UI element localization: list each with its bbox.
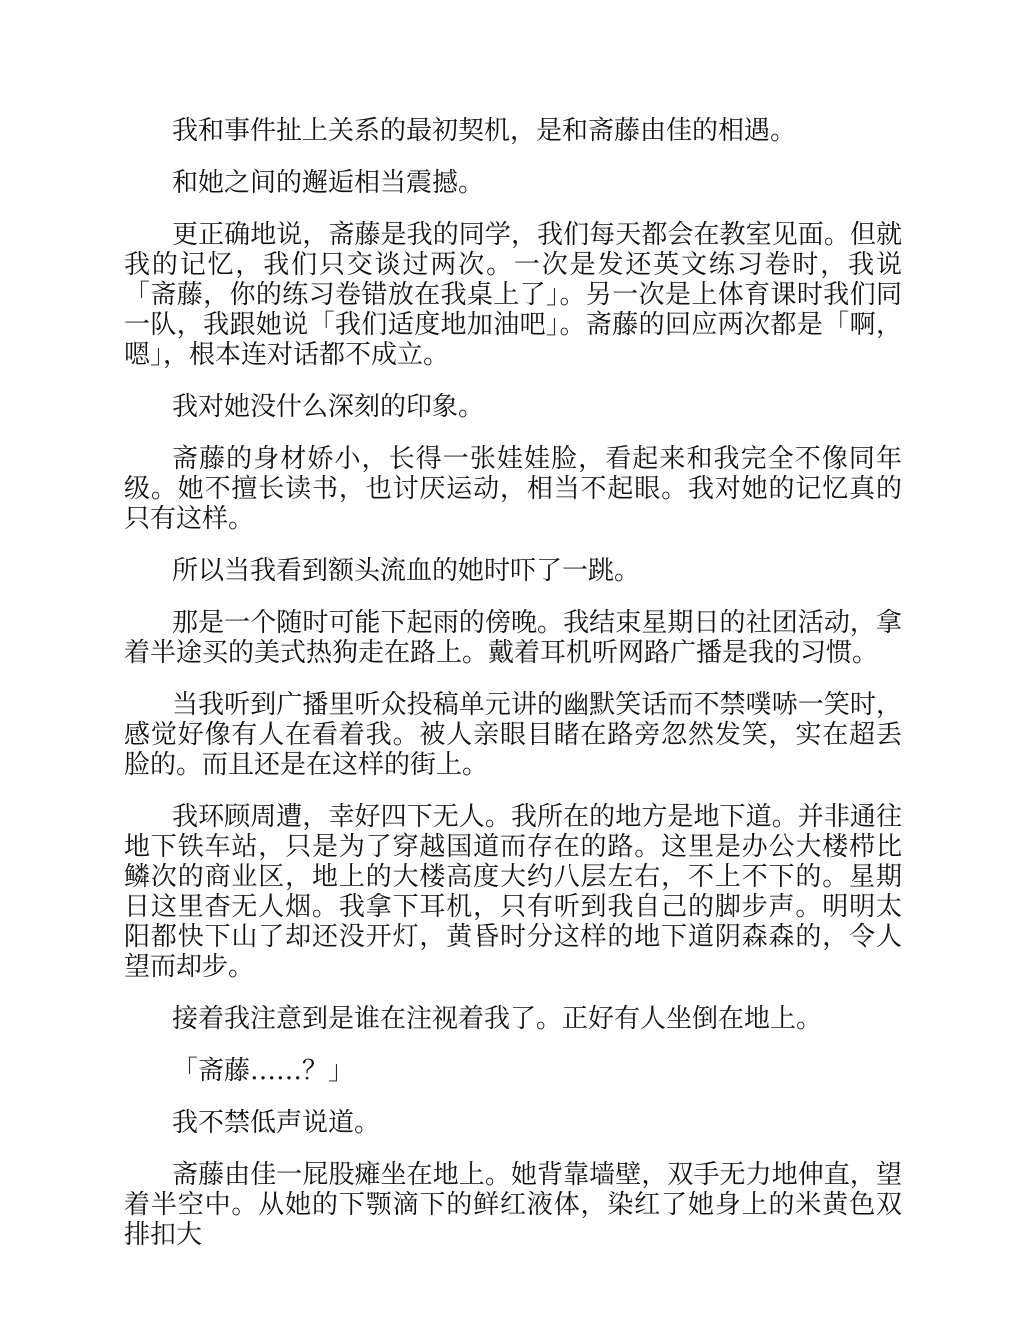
paragraph: 当我听到广播里听众投稿单元讲的幽默笑话而不禁噗哧一笑时，感觉好像有人在看着我。被人亲眼目睹在路旁忽然发笑，实在超丢脸的。而且还是在这样的街上。 [124,690,902,780]
paragraph: 我对她没什么深刻的印象。 [172,392,485,422]
paragraph: 我和事件扯上关系的最初契机，是和斋藤由佳的相遇。 [172,116,797,146]
paragraph: 所以当我看到额头流血的她时吓了一跳。 [172,556,641,586]
document-body [124,116,902,1272]
paragraph: 我不禁低声说道。 [172,1108,381,1138]
paragraph: 斋藤由佳一屁股瘫坐在地上。她背靠墙壁，双手无力地伸直，望着半空中。从她的下颚滴下的鲜红液体，染红了她身上的米黄色双排扣大 [124,1160,902,1250]
paragraph: 那是一个随时可能下起雨的傍晚。我结束星期日的社团活动，拿着半途买的美式热狗走在路上。戴着耳机听网路广播是我的习惯。 [124,608,902,668]
paragraph: 更正确地说，斋藤是我的同学，我们每天都会在教室见面。但就我的记忆，我们只交谈过两次。一次是发还英文练习卷时，我说「斋藤，你的练习卷错放在我桌上了」。另一次是上体育课时我们同一队，我跟她说「我们适度地加油吧」。斋藤的回应两次都是「啊，嗯」，根本连对话都不成立。 [124,220,902,370]
paragraph: 接着我注意到是谁在注视着我了。正好有人坐倒在地上。 [172,1004,823,1034]
paragraph: 斋藤的身材娇小，长得一张娃娃脸，看起来和我完全不像同年级。她不擅长读书，也讨厌运动，相当不起眼。我对她的记忆真的只有这样。 [124,444,902,534]
paragraph: 和她之间的邂逅相当震撼。 [172,168,485,198]
paragraph: 「斋藤……？」 [172,1056,355,1086]
paragraph: 我环顾周遭，幸好四下无人。我所在的地方是地下道。并非通往地下铁车站，只是为了穿越国道而存在的路。这里是办公大楼栉比鳞次的商业区，地上的大楼高度大约八层左右，不上不下的。星期日这里杳无人烟。我拿下耳机，只有听到我自己的脚步声。明明太阳都快下山了却还没开灯，黄昏时分这样的地下道阴森森的，令人望而却步。 [124,802,902,982]
